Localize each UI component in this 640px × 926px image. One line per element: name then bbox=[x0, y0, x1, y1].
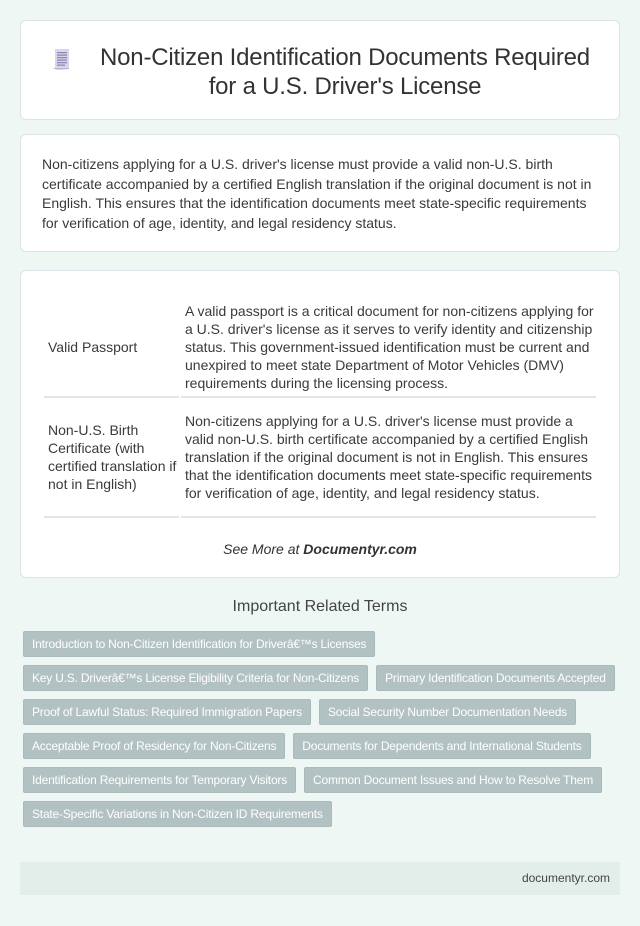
related-term-tag[interactable]: Common Document Issues and How to Resolve Them bbox=[304, 767, 602, 793]
related-terms-list bbox=[23, 631, 623, 827]
see-more-link[interactable]: Documentyr.com bbox=[303, 541, 417, 557]
see-more-prefix: See More at bbox=[223, 541, 304, 557]
document-scroll-icon bbox=[52, 48, 72, 72]
page-title: Non-Citizen Identification Documents Required for a U.S. Driver's License bbox=[100, 44, 590, 100]
related-term-tag[interactable]: Primary Identification Documents Accepted bbox=[376, 665, 615, 691]
footer-site-link[interactable]: documentyr.com bbox=[521, 871, 610, 885]
related-term-tag[interactable]: Introduction to Non-Citizen Identification for Driverâ€™s Licenses bbox=[23, 631, 375, 657]
related-term-tag[interactable]: Proof of Lawful Status: Required Immigration Papers bbox=[23, 699, 311, 725]
document-description: Non-citizens applying for a U.S. driver's license must provide a valid non-U.S. birth certificate accompanied by a certified English translation if the original document is not in English. This ensures that the identification documents meet state-specific requirements for verification of age, identity, and legal residency status. bbox=[181, 398, 596, 518]
table-row bbox=[44, 398, 596, 518]
related-term-tag[interactable]: Key U.S. Driverâ€™s License Eligibility Criteria for Non-Citizens bbox=[23, 665, 368, 691]
related-term-tag[interactable]: Acceptable Proof of Residency for Non-Citizens bbox=[23, 733, 285, 759]
document-name: Valid Passport bbox=[44, 300, 179, 398]
documents-table bbox=[42, 300, 598, 518]
see-more bbox=[21, 541, 619, 557]
related-term-tag[interactable]: State-Specific Variations in Non-Citizen ID Requirements bbox=[23, 801, 332, 827]
summary-card bbox=[20, 134, 620, 252]
related-terms-title: Important Related Terms bbox=[232, 598, 408, 615]
related-term-tag[interactable]: Identification Requirements for Temporary Visitors bbox=[23, 767, 296, 793]
footer bbox=[20, 862, 620, 895]
summary-text: Non-citizens applying for a U.S. driver's license must provide a valid non-U.S. birth certificate accompanied by a certified English translation if the original document is not in English. This ensures that the identification documents meet state-specific requirements for verification of age, identity, and legal residency status. bbox=[42, 156, 592, 231]
related-term-tag[interactable]: Documents for Dependents and International Students bbox=[293, 733, 590, 759]
header-card bbox=[20, 20, 620, 120]
document-description: A valid passport is a critical document for non-citizens applying for a U.S. driver's license as it serves to verify identity and citizenship status. This government-issued identification must be current and unexpired to meet state Department of Motor Vehicles (DMV) requirements during the licensing process. bbox=[181, 300, 596, 398]
related-term-tag[interactable]: Social Security Number Documentation Needs bbox=[319, 699, 576, 725]
table-row bbox=[44, 300, 596, 398]
documents-table-card bbox=[20, 270, 620, 578]
document-name: Non-U.S. Birth Certificate (with certified translation if not in English) bbox=[44, 398, 179, 518]
